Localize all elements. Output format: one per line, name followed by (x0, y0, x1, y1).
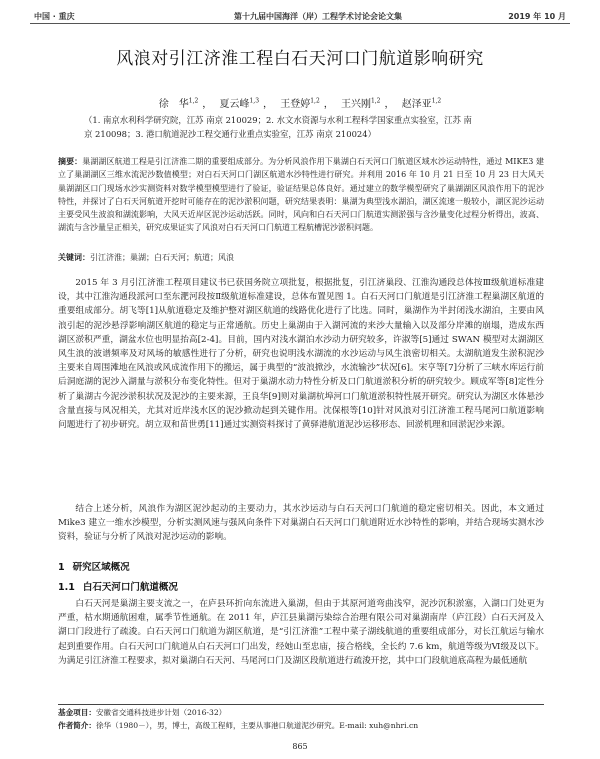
footnote-author-bio: 作者简介：徐华（1980－），男，博士，高级工程师，主要从事港口航道泥沙研究。E-mail: xuh@nhri.cn (58, 721, 419, 730)
section-paragraph: 白石天河是巢湖主要支流之一，在庐县环折向东流进入巢湖，但由于其原河道弯曲浅窄，泥沙沉积淤塞，入湖口门处更为严重，枯水期通航困难，属季节性通航。在 2011 年，庐江县巢湖污染综合治理有限公司对巢湖南岸（庐江段）白石天河及入湖口门段进行了疏浚。白石天河口门航道为湖区航道，是“引江济淮”工程中菜子湖线航道的重要组成部分，对长江航运与输水起到重要作用。白石天河口门航道从白石天河口门出发，经她山至忠庙，接合格线，全长约 7.6 km，航道等级为Ⅵ级及以下。为满足引江济淮工程要求，拟对巢湖白石天河、马尾河口门及湖区段航道进行疏浚开挖，其中口门段航道底高程为最低通航 (58, 599, 544, 666)
paper-title: 风浪对引江济淮工程白石天河口门航道影响研究 (116, 49, 484, 69)
section-heading: 1 研究区域概况 (58, 562, 130, 573)
header-location: 中国 · 重庆 (34, 12, 75, 21)
intro-paragraph-1: 2015 年 3 月引江济淮工程项目建议书已获国务院立项批复，根据批复，引江济巢段、江淮沟通段总体按Ⅲ级航道标准建设，其中江淮沟通段派河口至东淝河段按Ⅱ级航道标准建设，总体布置见图 1。白石天河口门航道是引江济淮工程巢湖区航道的重要组成部分。胡飞等[1]从航道稳定及维护整对湖区航道的线路优化进行了比选。同时，巢湖作为半封闭浅水湖泊，主要由风浪引起的泥沙悬浮影响湖区航道的稳定与正常通航。历史上巢湖由于入湖河流的来沙大量输入以及部分岸滩的崩塌，造成东西湖区淤积严重，湖盆水位也明显抬高[2-4]。目前，国内对浅水湖泊水沙动力研究较多，许淑等[5]通过 SWAN 模型对太湖湖区风生浪的波谱频率及对风场的敏感性进行了分析，研究也说明浅水湖流的水沙运动与风生浪密切相关。太湖航道发生淤积泥沙主要来自周围滩地在风浪或风成流作用下的搬运，属于典型的“波浪掀沙，水流输沙”状况[6]。宋亨等[7]分析了三峡水库运行前后洞庭湖的泥沙入湖量与淤积分布变化特性。但对于巢湖水动力特性分析及口门航道淤积分析的研究较少。顾成军等[8]定性分析了巢湖古今泥沙淤积状况及泥沙的主要来源，王良华[9]则对巢湖杭埠河口门航道淤积特性展开研究。研究认为湖区水体悬沙含量直接与风况相关，尤其对近岸浅水区的泥沙掀动起到关键作用。沈保根等[10]针对风浪对引江济淮工程马尾河口航道影响问题进行了初步研究。胡立双和苗世勇[11]通过实测资料探讨了黄驿港航道泥沙运移形态、回淤机理和回淤泥沙来源。 (58, 278, 544, 431)
keywords-text: 引江济淮；巢湖；白石天河；航道；风浪 (90, 253, 234, 262)
running-header (30, 9, 570, 24)
affiliation-line: （1. 南京水利科学研究院，江苏 南京 210029；2. 水文水资源与水利工程科学国家重点实验室，江苏 南 (84, 115, 472, 125)
author: 王登婷$^{1,2}$ (280, 97, 320, 110)
header-proceedings: 第十九届中国海洋（岸）工程学术讨论会论文集 (234, 12, 402, 21)
footnote-divider (58, 704, 544, 705)
header-date: 2019 年 10 月 (508, 12, 566, 21)
page-number: 865 (292, 742, 308, 751)
affiliation-line: 京 210098；3. 港口航道泥沙工程交通行业重点实验室，江苏 南京 210024） (84, 129, 376, 139)
abstract-text: 巢湖湖区航道工程是引江济淮二期的重要组成部分。为分析风浪作用下巢湖白石天河口门航道区域水沙运动特性，通过 MIKE3 建立了巢湖湖区三维水流泥沙数值模型；对白石天河口门湖区航道水沙特性进行研究。并利用 2016 年 10 月 21 日至 10 月 23 日大风天巢湖湖区口门现场水沙实测资料对数学模型模型进行了验证，验证结果总体良好。通过建立的数学模型研究了巢湖湖区风浪作用下的泥沙特性，并探讨了白石天河航道开挖时可能存在的泥沙淤积问题，研究结果表明：巢湖为典型浅水湖泊，湖区流速一般较小，湖区泥沙运动主要受风生波浪和湖流影响，大风天近岸区泥沙运动活跃。同时，风向和白石天河口门航道实测淤强与含沙量变化过程分析得出，波高、湖流与含沙量呈正相关，研究成果证实了风浪对白石天河口门航道工程航槽泥沙淤积问题。 (58, 157, 544, 233)
intro-paragraph-2: 结合上述分析，风浪作为湖区泥沙起动的主要动力，其水沙运动与白石天河口门航道的稳定密切相关。因此，本文通过 Mike3 建立一维水沙模型，分析实测风速与强风向条件下对巢湖白石天河口门航道附近水沙特性的影响，并结合现场实测水沙资料，验证与分析了风浪对泥沙运动的影响。 (58, 504, 544, 543)
author: 徐 华$^{1,2}$ (158, 97, 199, 110)
subsection-heading: 1.1 白石天河口门航道概况 (58, 582, 178, 593)
keywords (58, 251, 544, 264)
abstract (58, 155, 544, 235)
author-list: 徐 华$^{1,2}$ ， 夏云峰$^{1,3}$ ， 王登婷$^{1,2}$ ， 王兴刚$^{1,2}$ ， 赵泽亚$^{1,2}$ (158, 97, 442, 110)
author: 夏云峰$^{1,3}$ (219, 97, 260, 110)
author: 王兴刚$^{1,2}$ (340, 97, 381, 110)
author: 赵泽亚$^{1,2}$ (401, 97, 442, 110)
keywords-label: 关键词： (58, 253, 90, 262)
abstract-label: 摘要： (58, 157, 83, 166)
footnote-funding: 基金项目：安徽省交通科技进步计划（2016-32） (58, 708, 227, 717)
